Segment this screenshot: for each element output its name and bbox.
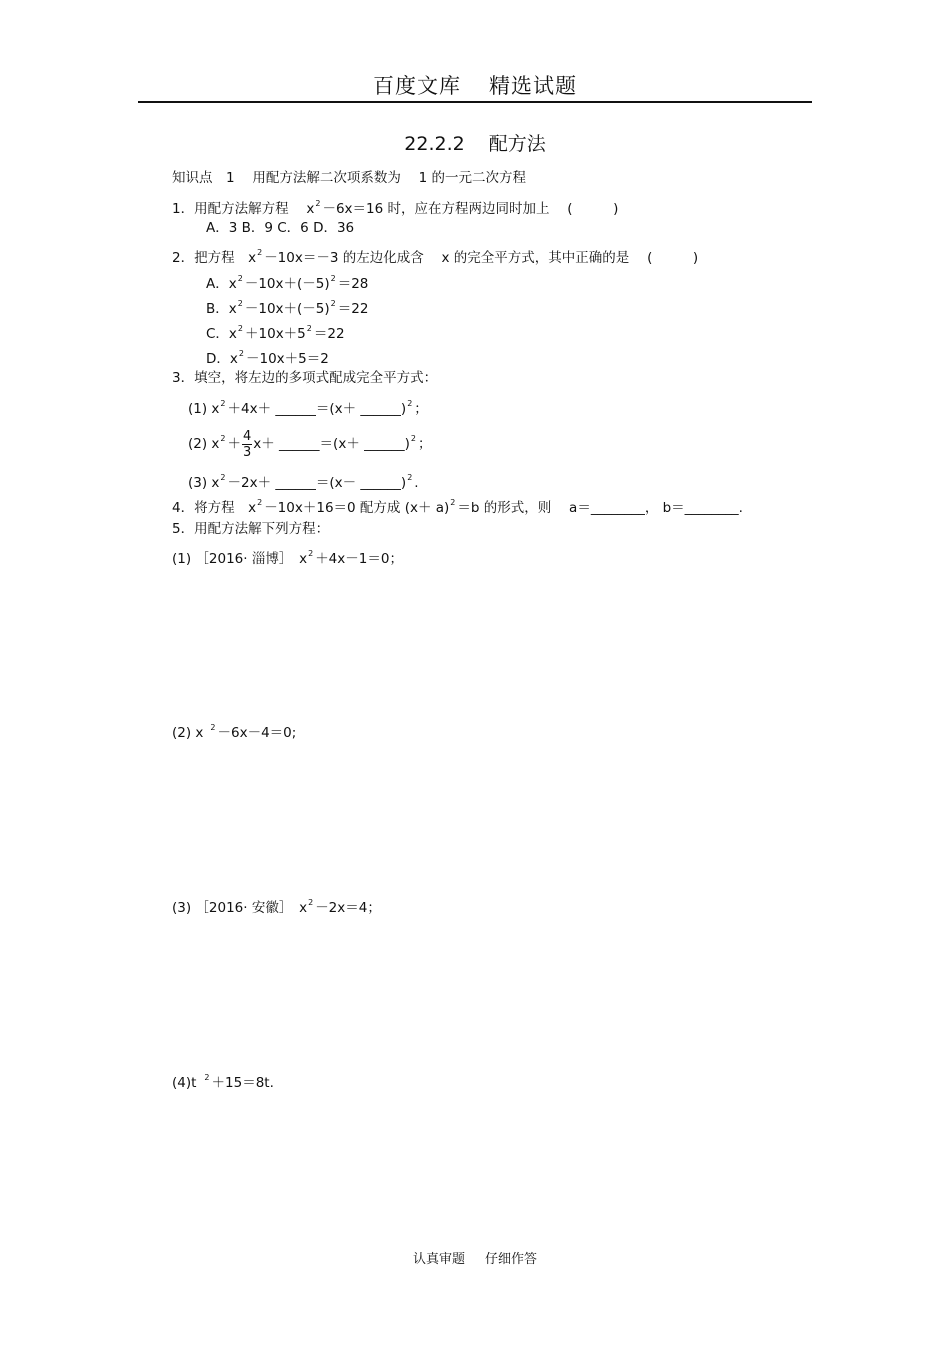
knowledge-point: 知识点 1 用配方法解二次项系数为 1 的一元二次方程 (172, 170, 527, 186)
question-2-option-b: B．$x^2 -10x+(-5)^2 =22$ (206, 299, 369, 317)
question-3-part-2: (2) $x^2$ ＋ $\frac{4}{3}$ x＋ ______＝(x＋ ______)$^2$ ； (188, 428, 432, 460)
header-right: 精选试题 (489, 74, 577, 98)
question-5-part-2: (2) x $^2$ －6x－4＝0; (172, 723, 297, 741)
footer-right: 仔细作答 (485, 1252, 538, 1267)
question-2-option-a: A．$x^2 -10x+(-5)^2 =28$ (206, 274, 369, 292)
question-1-stem: 1．用配方法解方程 $x^2 -6x=16$ 时，应在方程两边同时加上 ( ) (172, 199, 619, 217)
section-number: 22.2.2 (404, 133, 465, 155)
question-3-stem: 3．填空，将左边的多项式配成完全平方式： (172, 370, 438, 386)
question-2-option-d: D．$x^2 -10x+5=2$ (206, 349, 329, 367)
footer-left: 认真审题 (412, 1252, 465, 1267)
question-5-part-3: (3) ［2016· 安徽］ $x^2 -2x=4$； (172, 898, 381, 916)
question-1-options: A．3 B．9 C．6 D．36 (206, 220, 355, 236)
page-header (0, 70, 950, 100)
header-divider (138, 101, 812, 103)
page-footer (0, 1248, 950, 1267)
question-2-option-c: C．$x^2 +10x+5^2 =22$ (206, 324, 345, 342)
question-5-part-4: (4)t $^2$ ＋15＝8t. (172, 1073, 274, 1091)
question-2-stem: 2．把方程 $x^2 -10x=-3$ 的左边化成含 x 的完全平方式，其中正确的是 ( ) (172, 248, 699, 266)
question-5-part-1: (1) ［2016· 淄博］ $x^2 +4x-1=0$； (172, 549, 403, 567)
header-left: 百度文库 (373, 74, 461, 98)
fraction-four-thirds: $\frac{4}{3}$ (243, 428, 252, 460)
section-title (0, 129, 950, 156)
question-5-stem: 5．用配方法解下列方程： (172, 521, 330, 537)
section-name: 配方法 (488, 133, 546, 155)
question-3-part-1: (1) $x^2 +4x+$ ______＝(x＋ ______)$^2$ ； (188, 399, 428, 417)
question-3-part-3: (3) $x^2 -2x+$ ______＝(x－ ______)$^2$ . (188, 473, 419, 491)
question-4: 4．将方程 $x^2 -10x+16=0$ 配方成 $(x+ a)^2 =b$ 的形式，则 a＝________， b＝________. (172, 498, 743, 516)
